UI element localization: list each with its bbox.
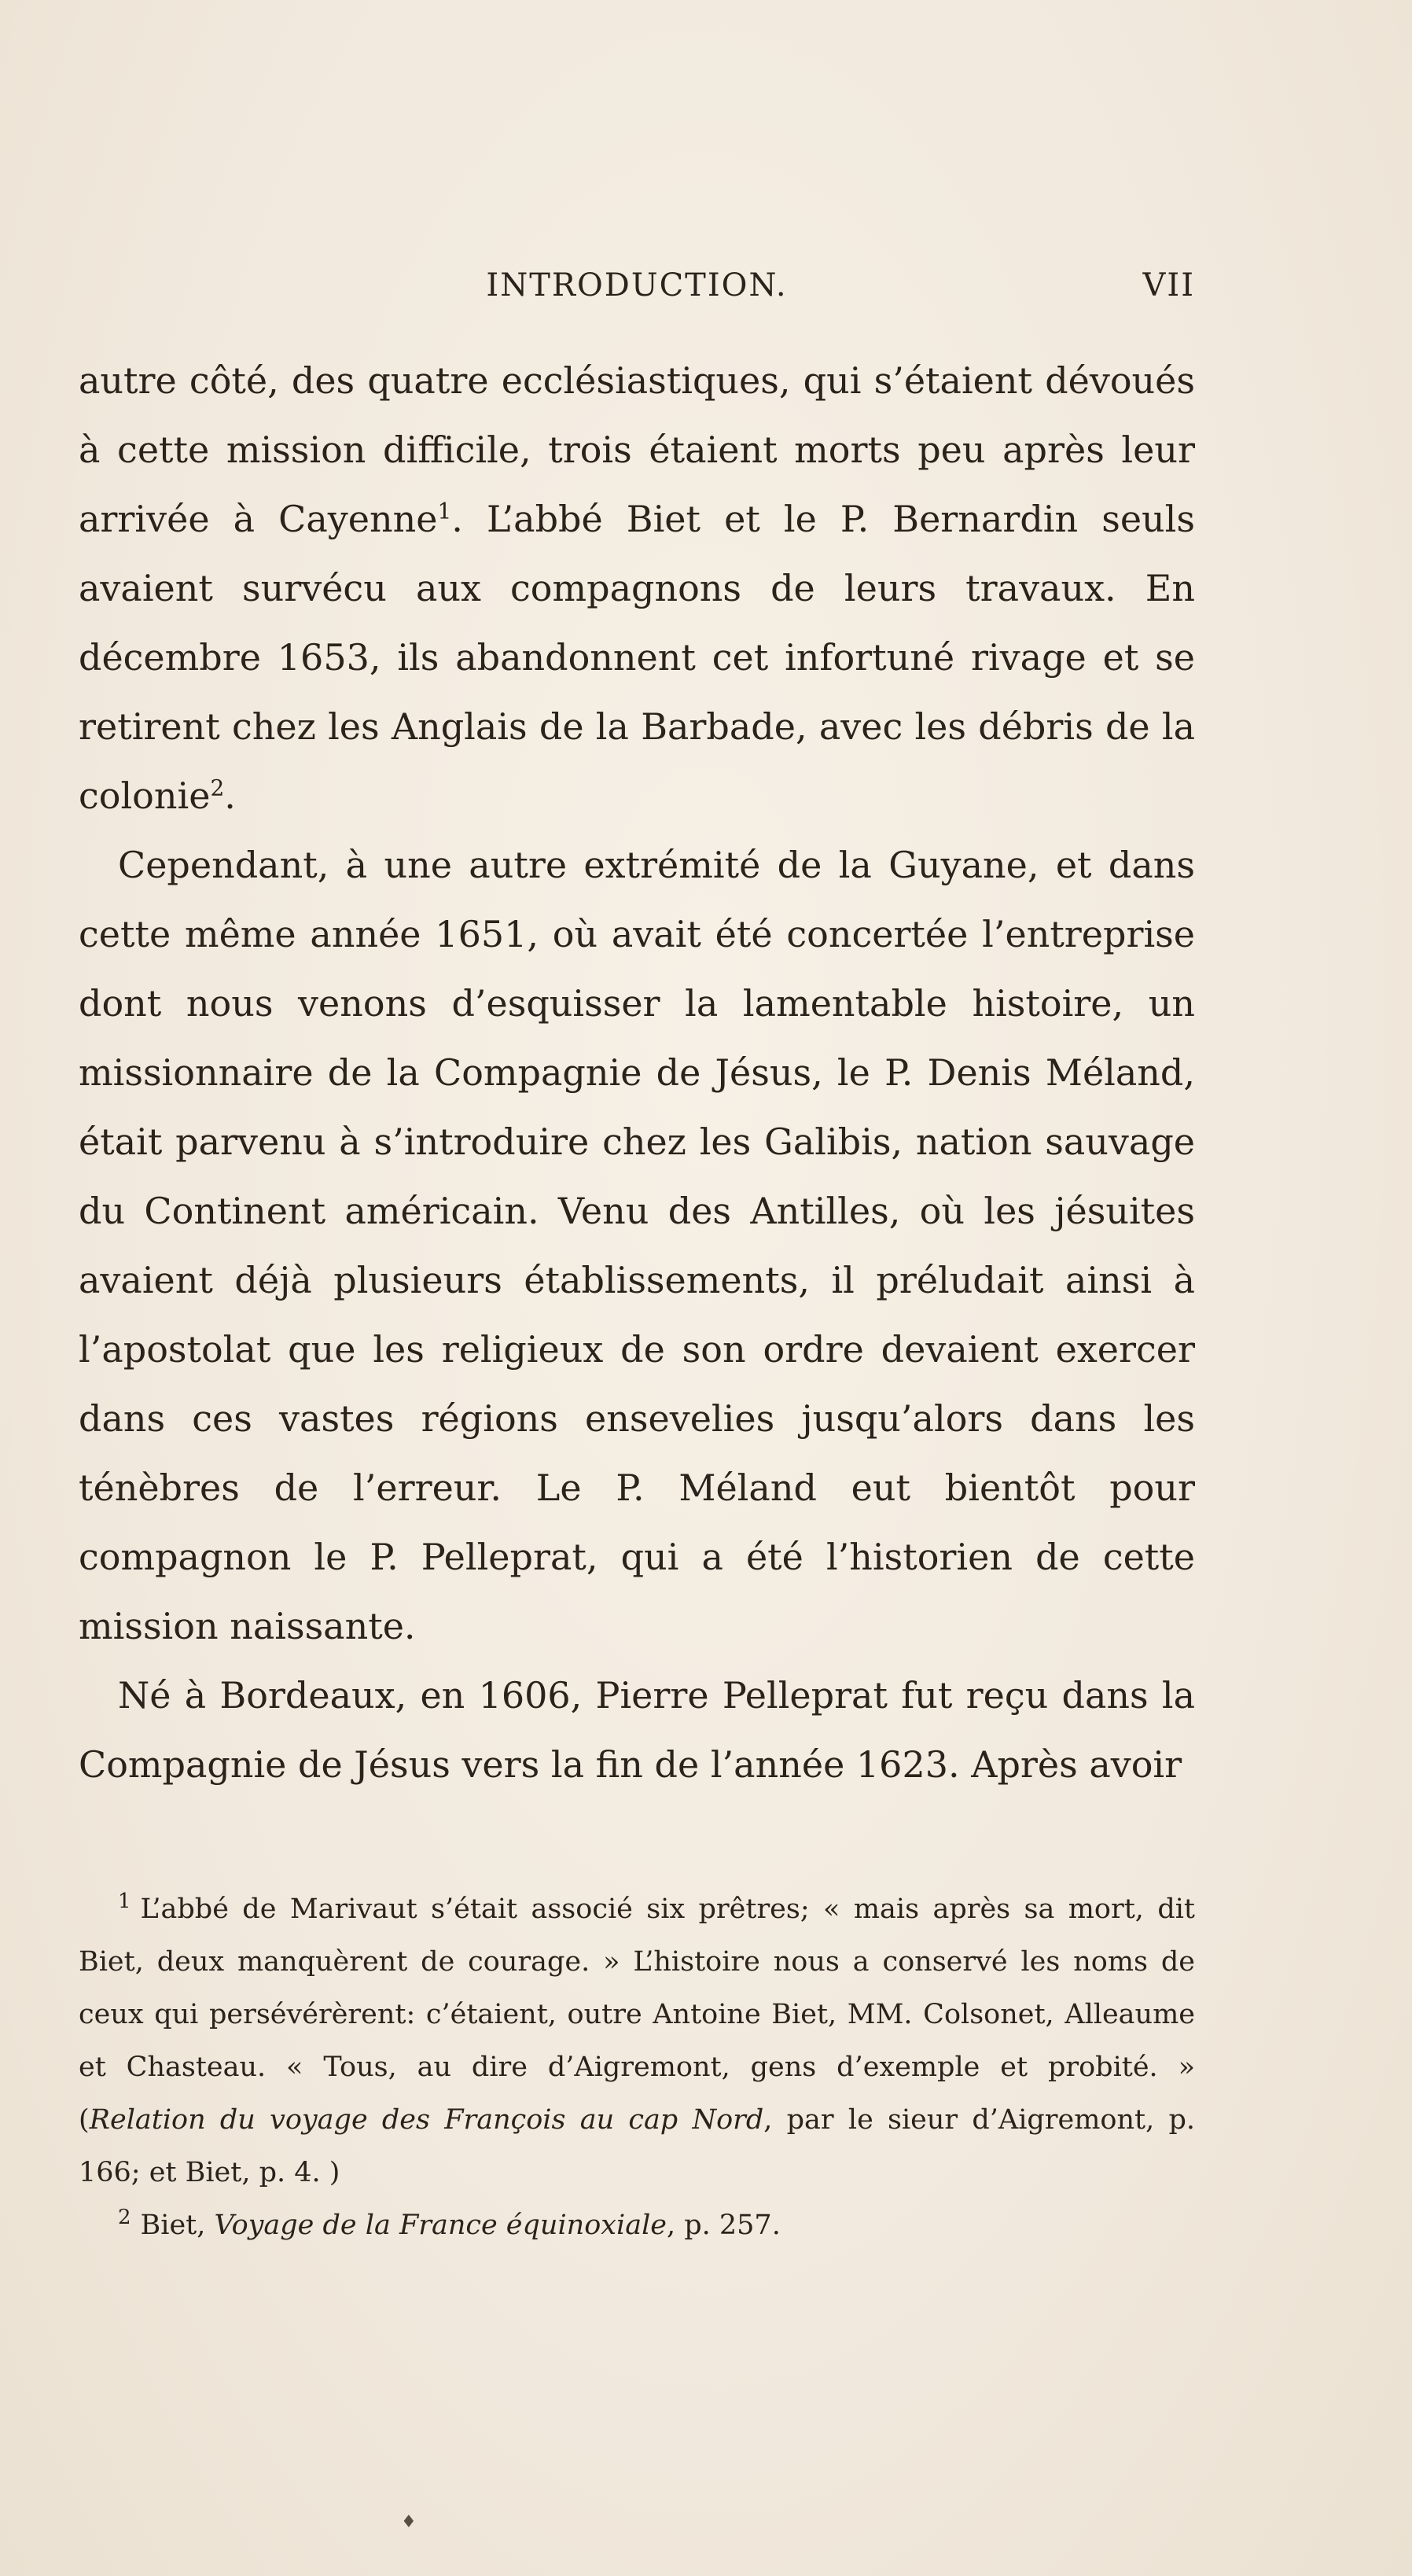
- footnote-1-text: L’abbé de Marivaut s’était associé six prêtres; « mais après sa mort, dit Biet, deux manquèrent de courage. » L’histoire nous a conservé les noms de ceux qui persévérèrent: c’étaient, outre Antoine Biet, MM. Colsonet, Alleaume et Chasteau. « Tous, au dire d’Aigremont, gens d’exemple et probité. » (: [79, 1893, 1195, 2136]
- footnote-2: [79, 2199, 1195, 2252]
- main-text: [79, 346, 1195, 1799]
- footnote-ref-2: 2: [210, 775, 225, 801]
- footnote-2-mark: 2: [118, 2206, 131, 2230]
- paragraph-1-text: autre côté, des quatre ecclésiastiques, qui s’étaient dévoués à cette mission difficile, trois étaient morts peu après leur arrivée à Cayenne: [79, 359, 1195, 540]
- footnote-1-text-end: , par le sieur d’Aigremont, p. 166; et Biet, p. 4. ): [79, 2104, 1195, 2188]
- footnote-ref-1: 1: [437, 498, 452, 524]
- footnote-1-mark: 1: [118, 1890, 131, 1914]
- page-header: [79, 267, 1195, 315]
- paragraph-1-text-end: .: [224, 775, 236, 817]
- footnote-2-text-end: , p. 257.: [666, 2210, 781, 2241]
- footnote-2-title: Voyage de la France équinoxiale: [214, 2210, 667, 2241]
- footnote-2-text: Biet,: [140, 2210, 215, 2241]
- paragraph-3: Né à Bordeaux, en 1606, Pierre Pelleprat fut reçu dans la Compagnie de Jésus vers la fin de l’année 1623. Après avoir: [79, 1674, 1195, 1786]
- footnote-1: [79, 1883, 1195, 2199]
- running-head: INTRODUCTION.: [486, 267, 788, 304]
- footnotes: [79, 1883, 1195, 2252]
- paragraph-2: Cependant, à une autre extrémité de la Guyane, et dans cette même année 1651, où avait été concertée l’entreprise dont nous venons d’esquisser la lamentable histoire, un missionnaire de la Compagnie de Jésus, le P. Denis Méland, était parvenu à s’introduire chez les Galibis, nation sauvage du Continent américain. Venu des Antilles, où les jésuites avaient déjà plusieurs établissements, il préludait ainsi à l’apostolat que les religieux de son ordre devaient exercer dans ces vastes régions ensevelies jusqu’alors dans les ténèbres de l’erreur. Le P. Méland eut bientôt pour compagnon le P. Pelleprat, qui a été l’historien de cette mission naissante.: [79, 844, 1195, 1647]
- folio-mark: ♦: [401, 2512, 417, 2532]
- paragraph-1-text-continued: . L’abbé Biet et le P. Bernardin seuls avaient survécu aux compagnons de leurs travaux. En décembre 1653, ils abandonnent cet infortuné rivage et se retirent chez les Anglais de la Barbade, avec les débris de la colonie: [79, 498, 1195, 817]
- page-number: VII: [1142, 267, 1195, 304]
- footnote-1-title: Relation du voyage des François au cap Nord: [89, 2104, 764, 2136]
- paragraph-1: [79, 346, 1195, 830]
